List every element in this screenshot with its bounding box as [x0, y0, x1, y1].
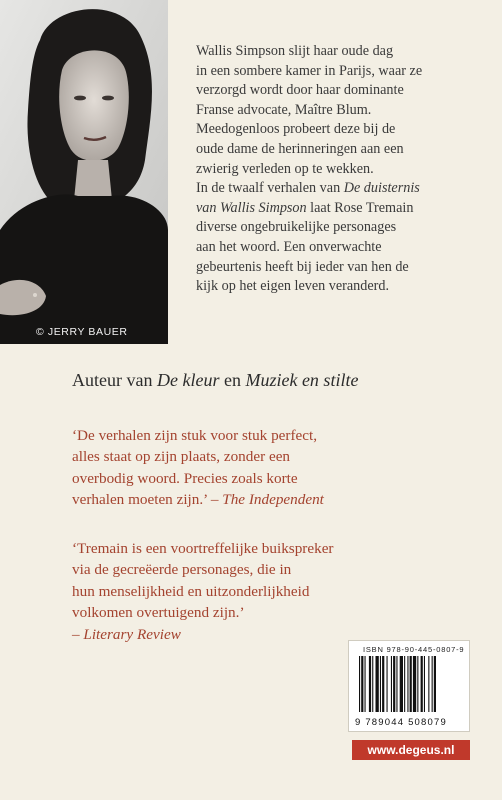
barcode-bar — [380, 656, 381, 712]
quote-line: hun menselijkheid en uitzonderlijkheid — [72, 582, 310, 600]
review-quote-literary-review — [72, 538, 432, 645]
quote-source: Literary Review — [83, 625, 181, 643]
text-line: Wallis Simpson slijt haar oude dag — [196, 43, 394, 59]
barcode-bar — [391, 656, 392, 712]
quote-source: The Independent — [222, 491, 324, 509]
barcode-bar — [361, 656, 363, 712]
barcode-bar — [359, 656, 360, 712]
text-fragment: Auteur van — [72, 370, 157, 390]
publisher-url: www.degeus.nl — [352, 740, 470, 760]
quote-line: ‘De verhalen zijn stuk voor stuk perfect, — [72, 427, 318, 444]
photo-credit: © JERRY BAUER — [36, 326, 128, 338]
description-paragraph-2 — [196, 179, 492, 297]
book-title: De kleur — [156, 370, 220, 390]
isbn-number: ISBN 978-90-445-0807-9 — [363, 645, 465, 654]
author-portrait-image — [0, 0, 168, 344]
text-fragment: en — [219, 370, 246, 390]
text-line: diverse ongebruikelijke personages — [196, 219, 397, 236]
quote-line: ‘Tremain is een voortreffelijke buikspreker — [72, 540, 334, 557]
text-line: Franse advocate, Maître Blum. — [196, 101, 372, 118]
barcode-bar — [376, 656, 379, 712]
barcode-bar — [387, 656, 388, 712]
text-line: oude dame de herinneringen aan een — [196, 140, 404, 157]
review-quote-independent — [72, 425, 432, 511]
text-line — [196, 179, 492, 199]
barcode-bar — [417, 656, 418, 712]
barcode-bar — [428, 656, 429, 712]
book-title: De duisternis — [343, 180, 420, 197]
book-title: van Wallis Simpson — [196, 199, 307, 216]
isbn-barcode — [348, 640, 470, 732]
quote-line: alles staat op zijn plaats, zonder een — [72, 448, 291, 466]
barcode-icon — [359, 656, 459, 712]
barcode-bar — [400, 656, 403, 712]
text-line: verzorgd wordt door haar dominante — [196, 82, 404, 99]
barcode-bar — [432, 656, 433, 712]
text-fragment: In de twaalf verhalen van — [196, 180, 344, 197]
text-line: zwierig verleden op te wekken. — [196, 160, 374, 177]
barcode-bar — [382, 656, 384, 712]
barcode-bar — [393, 656, 395, 712]
description-paragraph-1 — [196, 42, 492, 179]
other-works-heading — [72, 370, 492, 391]
barcode-bar — [372, 656, 373, 712]
text-fragment: verhalen moeten zijn.’ – — [72, 491, 223, 509]
ean-number: 9 789044 508079 — [355, 717, 447, 728]
text-fragment: laat Rose Tremain — [306, 199, 414, 216]
barcode-bar — [434, 656, 436, 712]
book-description — [196, 42, 492, 297]
text-line: aan het woord. Een onverwachte — [196, 238, 382, 255]
text-line: Meedogenloos probeert deze bij de — [196, 121, 396, 138]
quote-line: overbodig woord. Precies zoals korte — [72, 469, 298, 487]
barcode-bar — [421, 656, 423, 712]
author-photo — [0, 0, 168, 344]
barcode-bar — [413, 656, 416, 712]
quote-line — [72, 489, 432, 510]
barcode-bar — [410, 656, 412, 712]
barcode-bar — [404, 656, 405, 712]
text-line: kijk op het eigen leven veranderd. — [196, 278, 390, 295]
book-title: Muziek en stilte — [245, 370, 359, 390]
barcode-bar — [369, 656, 371, 712]
text-line — [196, 199, 492, 219]
text-line: in een sombere kamer in Parijs, waar ze — [196, 62, 423, 79]
barcode-bar — [365, 656, 366, 712]
quote-line: via de gecreëerde personages, die in — [72, 561, 292, 579]
barcode-bar — [407, 656, 408, 712]
barcode-bar — [396, 656, 397, 712]
barcode-bar — [424, 656, 425, 712]
text-fragment: – — [72, 625, 84, 643]
quote-line: volkomen overtuigend zijn.’ — [72, 604, 245, 622]
text-line: gebeurtenis heeft bij ieder van hen de — [196, 258, 409, 275]
